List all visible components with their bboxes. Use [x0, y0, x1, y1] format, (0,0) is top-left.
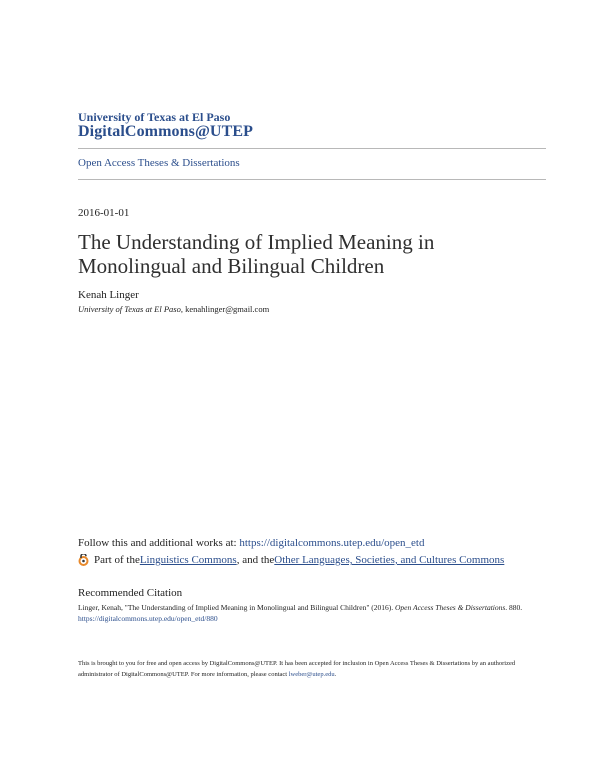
repository-name[interactable]: DigitalCommons@UTEP — [78, 123, 254, 140]
part-of-line — [78, 554, 504, 566]
header-divider-bottom — [78, 179, 546, 180]
follow-text: Follow this and additional works at: — [78, 537, 240, 549]
paper-title: The Understanding of Implied Meaning in Monolingual and Bilingual Children — [78, 230, 435, 278]
access-notice-end: . — [334, 670, 337, 678]
citation-block — [78, 602, 538, 624]
contact-email-link[interactable]: lweber@utep.edu — [288, 670, 335, 678]
part-of-middle: , and the — [236, 554, 275, 566]
recommended-citation-heading: Recommended Citation — [78, 587, 183, 599]
author-name: Kenah Linger — [78, 289, 139, 301]
other-languages-commons-link[interactable]: Other Languages, Societies, and Cultures Commons — [274, 554, 505, 566]
series-link[interactable]: Open Access Theses & Dissertations — [78, 157, 240, 169]
follow-line — [78, 537, 424, 549]
affiliation-email[interactable]: , kenahlinger@gmail.com — [180, 304, 270, 314]
citation-series: Open Access Theses & Dissertations — [395, 603, 506, 612]
institution-name: University of Texas at El Paso — [78, 110, 231, 124]
affiliation-institution: University of Texas at El Paso — [78, 304, 181, 314]
access-notice — [78, 659, 538, 680]
open-access-icon — [78, 554, 89, 566]
follow-url-link[interactable]: https://digitalcommons.utep.edu/open_etd — [239, 537, 425, 549]
linguistics-commons-link[interactable]: Linguistics Commons — [139, 554, 237, 566]
access-notice-text: This is brought to you for free and open access by DigitalCommons@UTEP. It has been accepted for inclusion in Open Access Theses & Dissertations by an authorized administrator of DigitalCommons@UTEP. For more information, please contact — [78, 660, 516, 678]
publication-date: 2016-01-01 — [78, 207, 130, 219]
citation-text: Linger, Kenah, "The Understanding of Implied Meaning in Monolingual and Bilingual Children" (2016). — [78, 603, 396, 612]
citation-url-link[interactable]: https://digitalcommons.utep.edu/open_etd/880 — [78, 614, 218, 623]
author-affiliation — [78, 304, 269, 314]
part-of-prefix: Part of the — [94, 554, 140, 566]
header-divider-top — [78, 148, 546, 149]
citation-number: . 880. — [505, 603, 523, 612]
